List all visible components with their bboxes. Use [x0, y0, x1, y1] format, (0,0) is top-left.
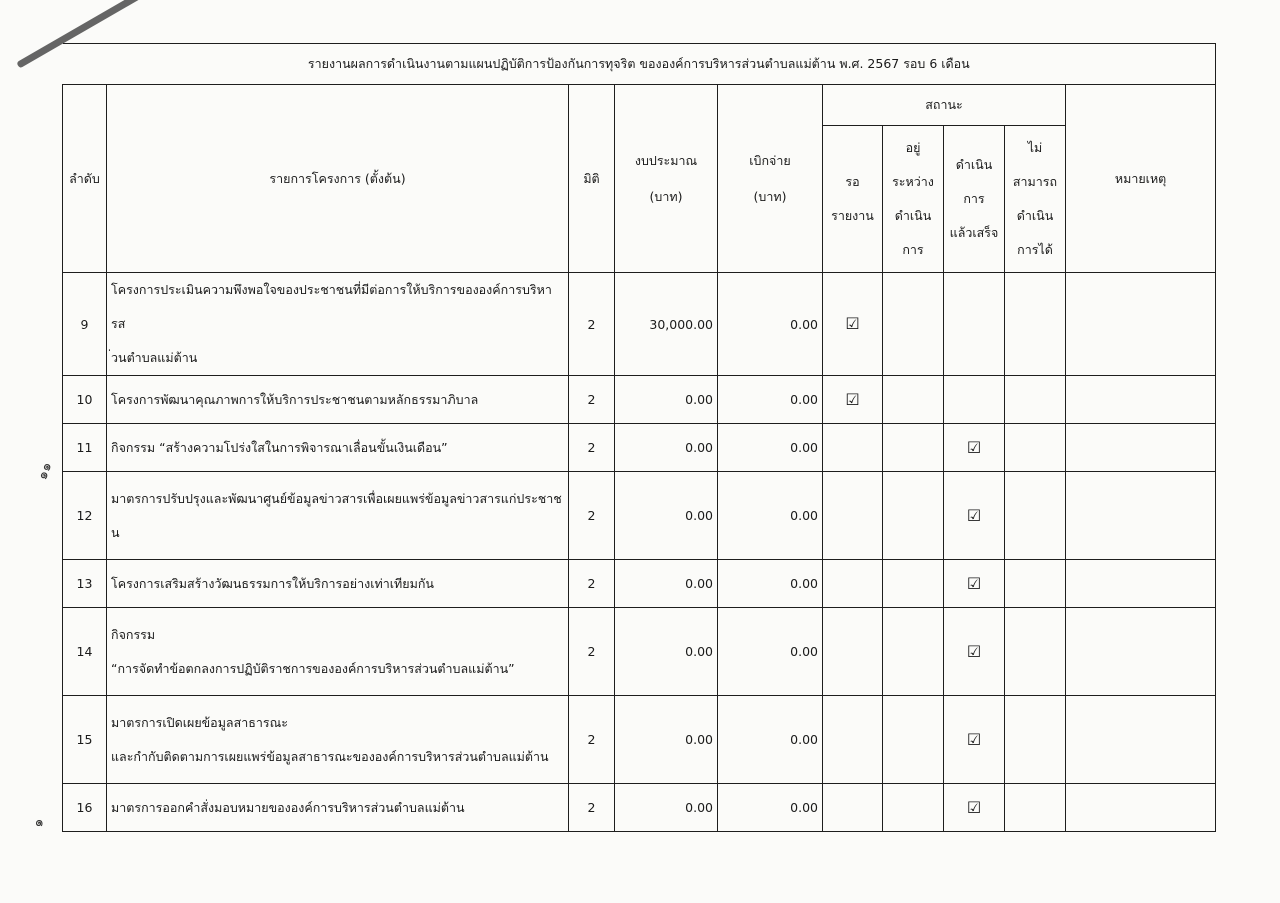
header-dimension: มิติ: [569, 85, 615, 273]
check-box-icon: ☑: [966, 573, 982, 593]
row-disbursed: 0.00: [718, 376, 823, 424]
check-box-icon: ☑: [966, 505, 982, 525]
status-unable-cell: [1005, 608, 1066, 696]
row-budget: 0.00: [615, 784, 718, 832]
status-in-progress-cell: [883, 696, 944, 784]
header-status-in-progress: อยู่ ระหว่าง ดำเนิน การ: [883, 126, 944, 273]
status-completed-cell: [944, 376, 1005, 424]
status-pending-cell: [823, 696, 883, 784]
status-in-progress-cell: [883, 560, 944, 608]
row-remark: [1066, 696, 1216, 784]
status-unable-cell: [1005, 376, 1066, 424]
status-in-progress-cell: [883, 472, 944, 560]
project-name-line: น: [111, 524, 120, 540]
row-dimension: 2: [569, 608, 615, 696]
project-name-line: โครงการพัฒนาคุณภาพการให้บริการประชาชนตามหลักธรรมาภิบาล: [111, 391, 479, 407]
project-name-line: โครงการประเมินความพึงพอใจของประชาชนที่มีต่อการให้บริการขององค์การบริหารส: [111, 282, 552, 331]
row-dimension: 2: [569, 424, 615, 472]
row-budget: 0.00: [615, 560, 718, 608]
row-number: 9: [63, 273, 107, 376]
status-pending-cell: [823, 608, 883, 696]
row-remark: [1066, 472, 1216, 560]
row-remark: [1066, 608, 1216, 696]
check-box-icon: ☑: [845, 389, 860, 409]
report-title: รายงานผลการดำเนินงานตามแผนปฏิบัติการป้องกันการทุจริต ขององค์การบริหารส่วนตำบลแม่ต้าน พ.ศ. 2567 รอบ 6 เดือน: [63, 44, 1216, 85]
row-number: 14: [63, 608, 107, 696]
row-disbursed: 0.00: [718, 608, 823, 696]
status-in-progress-cell: [883, 376, 944, 424]
status-pending-cell: [823, 784, 883, 832]
project-name-line: โครงการเสริมสร้างวัฒนธรรมการให้บริการอย่างเท่าเทียมกัน: [111, 575, 434, 591]
status-completed-cell: [944, 472, 1005, 560]
row-disbursed: 0.00: [718, 784, 823, 832]
row-dimension: 2: [569, 273, 615, 376]
margin-page-mark: ๑๑: [34, 459, 56, 483]
status-unable-cell: [1005, 784, 1066, 832]
row-project-name: [107, 784, 569, 832]
check-box-icon: ☑: [966, 437, 982, 457]
row-dimension: 2: [569, 376, 615, 424]
table-body: [63, 273, 1216, 832]
row-project-name: [107, 560, 569, 608]
project-name-line: ่วนตำบลแม่ต้าน: [111, 350, 198, 365]
row-number: 12: [63, 472, 107, 560]
row-budget: 0.00: [615, 424, 718, 472]
row-remark: [1066, 376, 1216, 424]
status-unable-cell: [1005, 696, 1066, 784]
row-disbursed: 0.00: [718, 560, 823, 608]
margin-page-mark-bottom: ๑: [30, 818, 47, 828]
project-name-line: กิจกรรม: [111, 626, 156, 642]
row-disbursed: 0.00: [718, 273, 823, 376]
row-disbursed: 0.00: [718, 696, 823, 784]
project-name-line: กิจกรรม “สร้างความโปร่งใสในการพิจารณาเลื่อนขั้นเงินเดือน”: [111, 439, 448, 455]
row-project-name: [107, 696, 569, 784]
table-row: [63, 784, 1216, 832]
check-box-icon: ☑: [966, 641, 982, 661]
check-box-icon: ☑: [845, 314, 860, 333]
row-budget: 0.00: [615, 696, 718, 784]
row-budget: 0.00: [615, 376, 718, 424]
status-pending-cell: [823, 376, 883, 424]
header-project: รายการโครงการ (ตั้งต้น): [107, 85, 569, 273]
project-name-line: และกำกับติดตามการเผยแพร่ข้อมูลสาธารณะขององค์การบริหารส่วนตำบลแม่ต้าน: [111, 748, 549, 764]
row-project-name: [107, 376, 569, 424]
report-table: [62, 43, 1216, 832]
project-name-line: มาตรการเปิดเผยข้อมูลสาธารณะ: [111, 714, 288, 730]
row-remark: [1066, 273, 1216, 376]
row-project-name: [107, 273, 569, 376]
header-status: สถานะ: [823, 85, 1066, 126]
header-status-unable: ไม่ สามารถ ดำเนิน การได้: [1005, 126, 1066, 273]
project-name-line: มาตรการออกคำสั่งมอบหมายขององค์การบริหารส่วนตำบลแม่ต้าน: [111, 799, 465, 815]
row-number: 16: [63, 784, 107, 832]
header-remark: หมายเหตุ: [1066, 85, 1216, 273]
row-budget: 30,000.00: [615, 273, 718, 376]
status-in-progress-cell: [883, 784, 944, 832]
status-unable-cell: [1005, 472, 1066, 560]
status-pending-cell: [823, 273, 883, 376]
row-dimension: 2: [569, 696, 615, 784]
table-row: [63, 696, 1216, 784]
status-completed-cell: [944, 273, 1005, 376]
check-box-icon: ☑: [966, 797, 982, 817]
row-budget: 0.00: [615, 472, 718, 560]
status-completed-cell: [944, 696, 1005, 784]
status-pending-cell: [823, 560, 883, 608]
row-budget: 0.00: [615, 608, 718, 696]
table-row: [63, 608, 1216, 696]
table-row: [63, 560, 1216, 608]
row-project-name: [107, 608, 569, 696]
status-completed-cell: [944, 560, 1005, 608]
check-box-icon: ☑: [966, 729, 982, 749]
table-row: [63, 376, 1216, 424]
row-number: 15: [63, 696, 107, 784]
row-disbursed: 0.00: [718, 472, 823, 560]
status-in-progress-cell: [883, 424, 944, 472]
row-remark: [1066, 560, 1216, 608]
row-project-name: [107, 472, 569, 560]
table-row: [63, 273, 1216, 376]
status-unable-cell: [1005, 273, 1066, 376]
status-completed-cell: [944, 784, 1005, 832]
project-name-line: มาตรการปรับปรุงและพัฒนาศูนย์ข้อมูลข่าวสารเพื่อเผยแพร่ข้อมูลข่าวสารแก่ประชาช: [111, 490, 562, 506]
row-remark: [1066, 784, 1216, 832]
row-project-name: [107, 424, 569, 472]
table-row: [63, 424, 1216, 472]
header-budget: งบประมาณ (บาท): [615, 85, 718, 273]
row-dimension: 2: [569, 560, 615, 608]
row-disbursed: 0.00: [718, 424, 823, 472]
status-completed-cell: [944, 424, 1005, 472]
row-remark: [1066, 424, 1216, 472]
row-dimension: 2: [569, 472, 615, 560]
row-dimension: 2: [569, 784, 615, 832]
header-disbursed: เบิกจ่าย (บาท): [718, 85, 823, 273]
status-in-progress-cell: [883, 273, 944, 376]
row-number: 11: [63, 424, 107, 472]
status-unable-cell: [1005, 424, 1066, 472]
project-name-line: “การจัดทำข้อตกลงการปฏิบัติราชการขององค์การบริหารส่วนตำบลแม่ต้าน”: [111, 660, 515, 676]
status-pending-cell: [823, 472, 883, 560]
status-unable-cell: [1005, 560, 1066, 608]
status-in-progress-cell: [883, 608, 944, 696]
row-number: 13: [63, 560, 107, 608]
header-status-completed: ดำเนิน การ แล้วเสร็จ: [944, 126, 1005, 273]
header-status-pending: รอ รายงาน: [823, 126, 883, 273]
status-pending-cell: [823, 424, 883, 472]
status-completed-cell: [944, 608, 1005, 696]
header-order: ลำดับ: [63, 85, 107, 273]
table-row: [63, 472, 1216, 560]
row-number: 10: [63, 376, 107, 424]
